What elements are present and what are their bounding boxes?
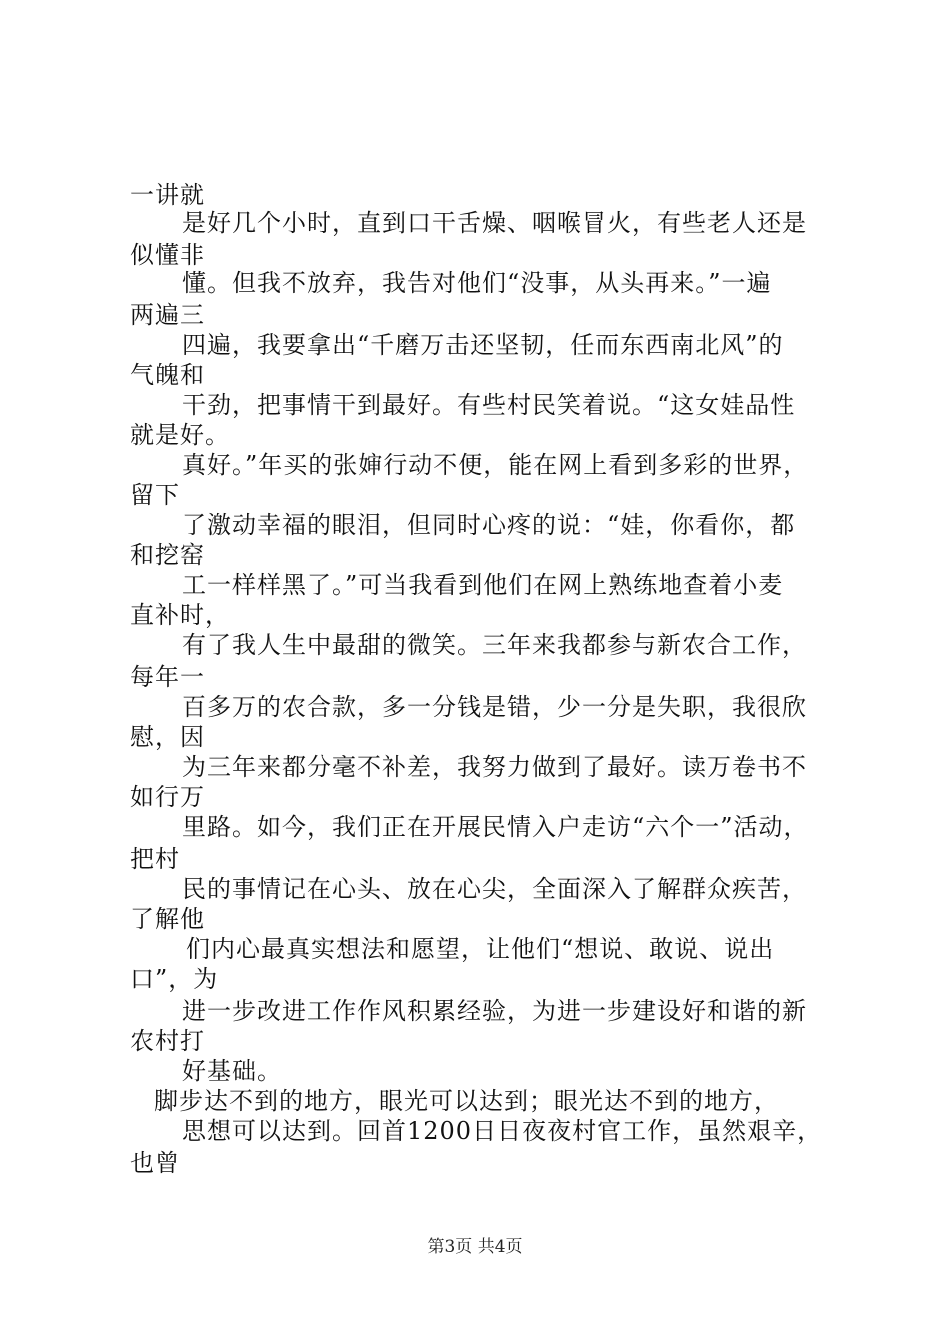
text-line: 们内心最真实想法和愿望，让他们“想说、敢说、说出 <box>186 935 775 963</box>
text-line: 真好。”年买的张婶行动不便，能在网上看到多彩的世界， <box>182 451 809 479</box>
text-line: 直补时， <box>130 601 230 629</box>
text-line: 把村 <box>130 845 180 873</box>
text-line: 农村打 <box>130 1027 205 1055</box>
text-line: 留下 <box>130 481 180 509</box>
text-line: 里路。如今，我们正在开展民情入户走访“六个一”活动， <box>182 813 809 841</box>
text-line: 就是好。 <box>130 421 230 449</box>
text-line: 是好几个小时，直到口干舌燥、咽喉冒火，有些老人还是 <box>182 209 807 237</box>
text-line: 有了我人生中最甜的微笑。三年来我都参与新农合工作， <box>182 631 807 659</box>
text-line: 百多万的农合款，多一分钱是错，少一分是失职，我很欣 <box>182 693 807 721</box>
text-line: 干劲，把事情干到最好。有些村民笑着说。“这女娃品性 <box>182 391 796 419</box>
text-line: 口”，为 <box>130 965 219 993</box>
text-line: 好基础。 <box>182 1057 282 1085</box>
text-line: 工一样样黑了。”可当我看到他们在网上熟练地查着小麦 <box>182 571 784 599</box>
text-line: 了激动幸福的眼泪，但同时心疼的说：“娃，你看你，都 <box>182 511 796 539</box>
text-line: 思想可以达到。回首1200日日夜夜村官工作，虽然艰辛， <box>182 1117 823 1145</box>
text-line: 脚步达不到的地方，眼光可以达到；眼光达不到的地方， <box>154 1087 779 1115</box>
text-line: 民的事情记在心头、放在心尖，全面深入了解群众疾苦， <box>182 875 807 903</box>
text-line: 进一步改进工作作风积累经验，为进一步建设好和谐的新 <box>182 997 807 1025</box>
text-line: 两遍三 <box>130 301 205 329</box>
text-line: 如行万 <box>130 783 205 811</box>
text-line: 为三年来都分毫不补差，我努力做到了最好。读万卷书不 <box>182 753 807 781</box>
text-line: 四遍，我要拿出“千磨万击还坚韧，任而东西南北风”的 <box>182 331 784 359</box>
text-line: 似懂非 <box>130 241 205 269</box>
text-line: 气魄和 <box>130 361 205 389</box>
text-line: 了解他 <box>130 905 205 933</box>
text-line: 一讲就 <box>130 181 205 209</box>
text-line: 慰，因 <box>130 723 205 751</box>
text-line: 也曾 <box>130 1149 180 1177</box>
text-line: 和挖窑 <box>130 541 205 569</box>
text-line: 懂。但我不放弃，我告对他们“没事，从头再来。”一遍 <box>182 269 772 297</box>
text-line: 每年一 <box>130 663 205 691</box>
page-number-footer: 第3页 共4页 <box>427 1237 523 1257</box>
